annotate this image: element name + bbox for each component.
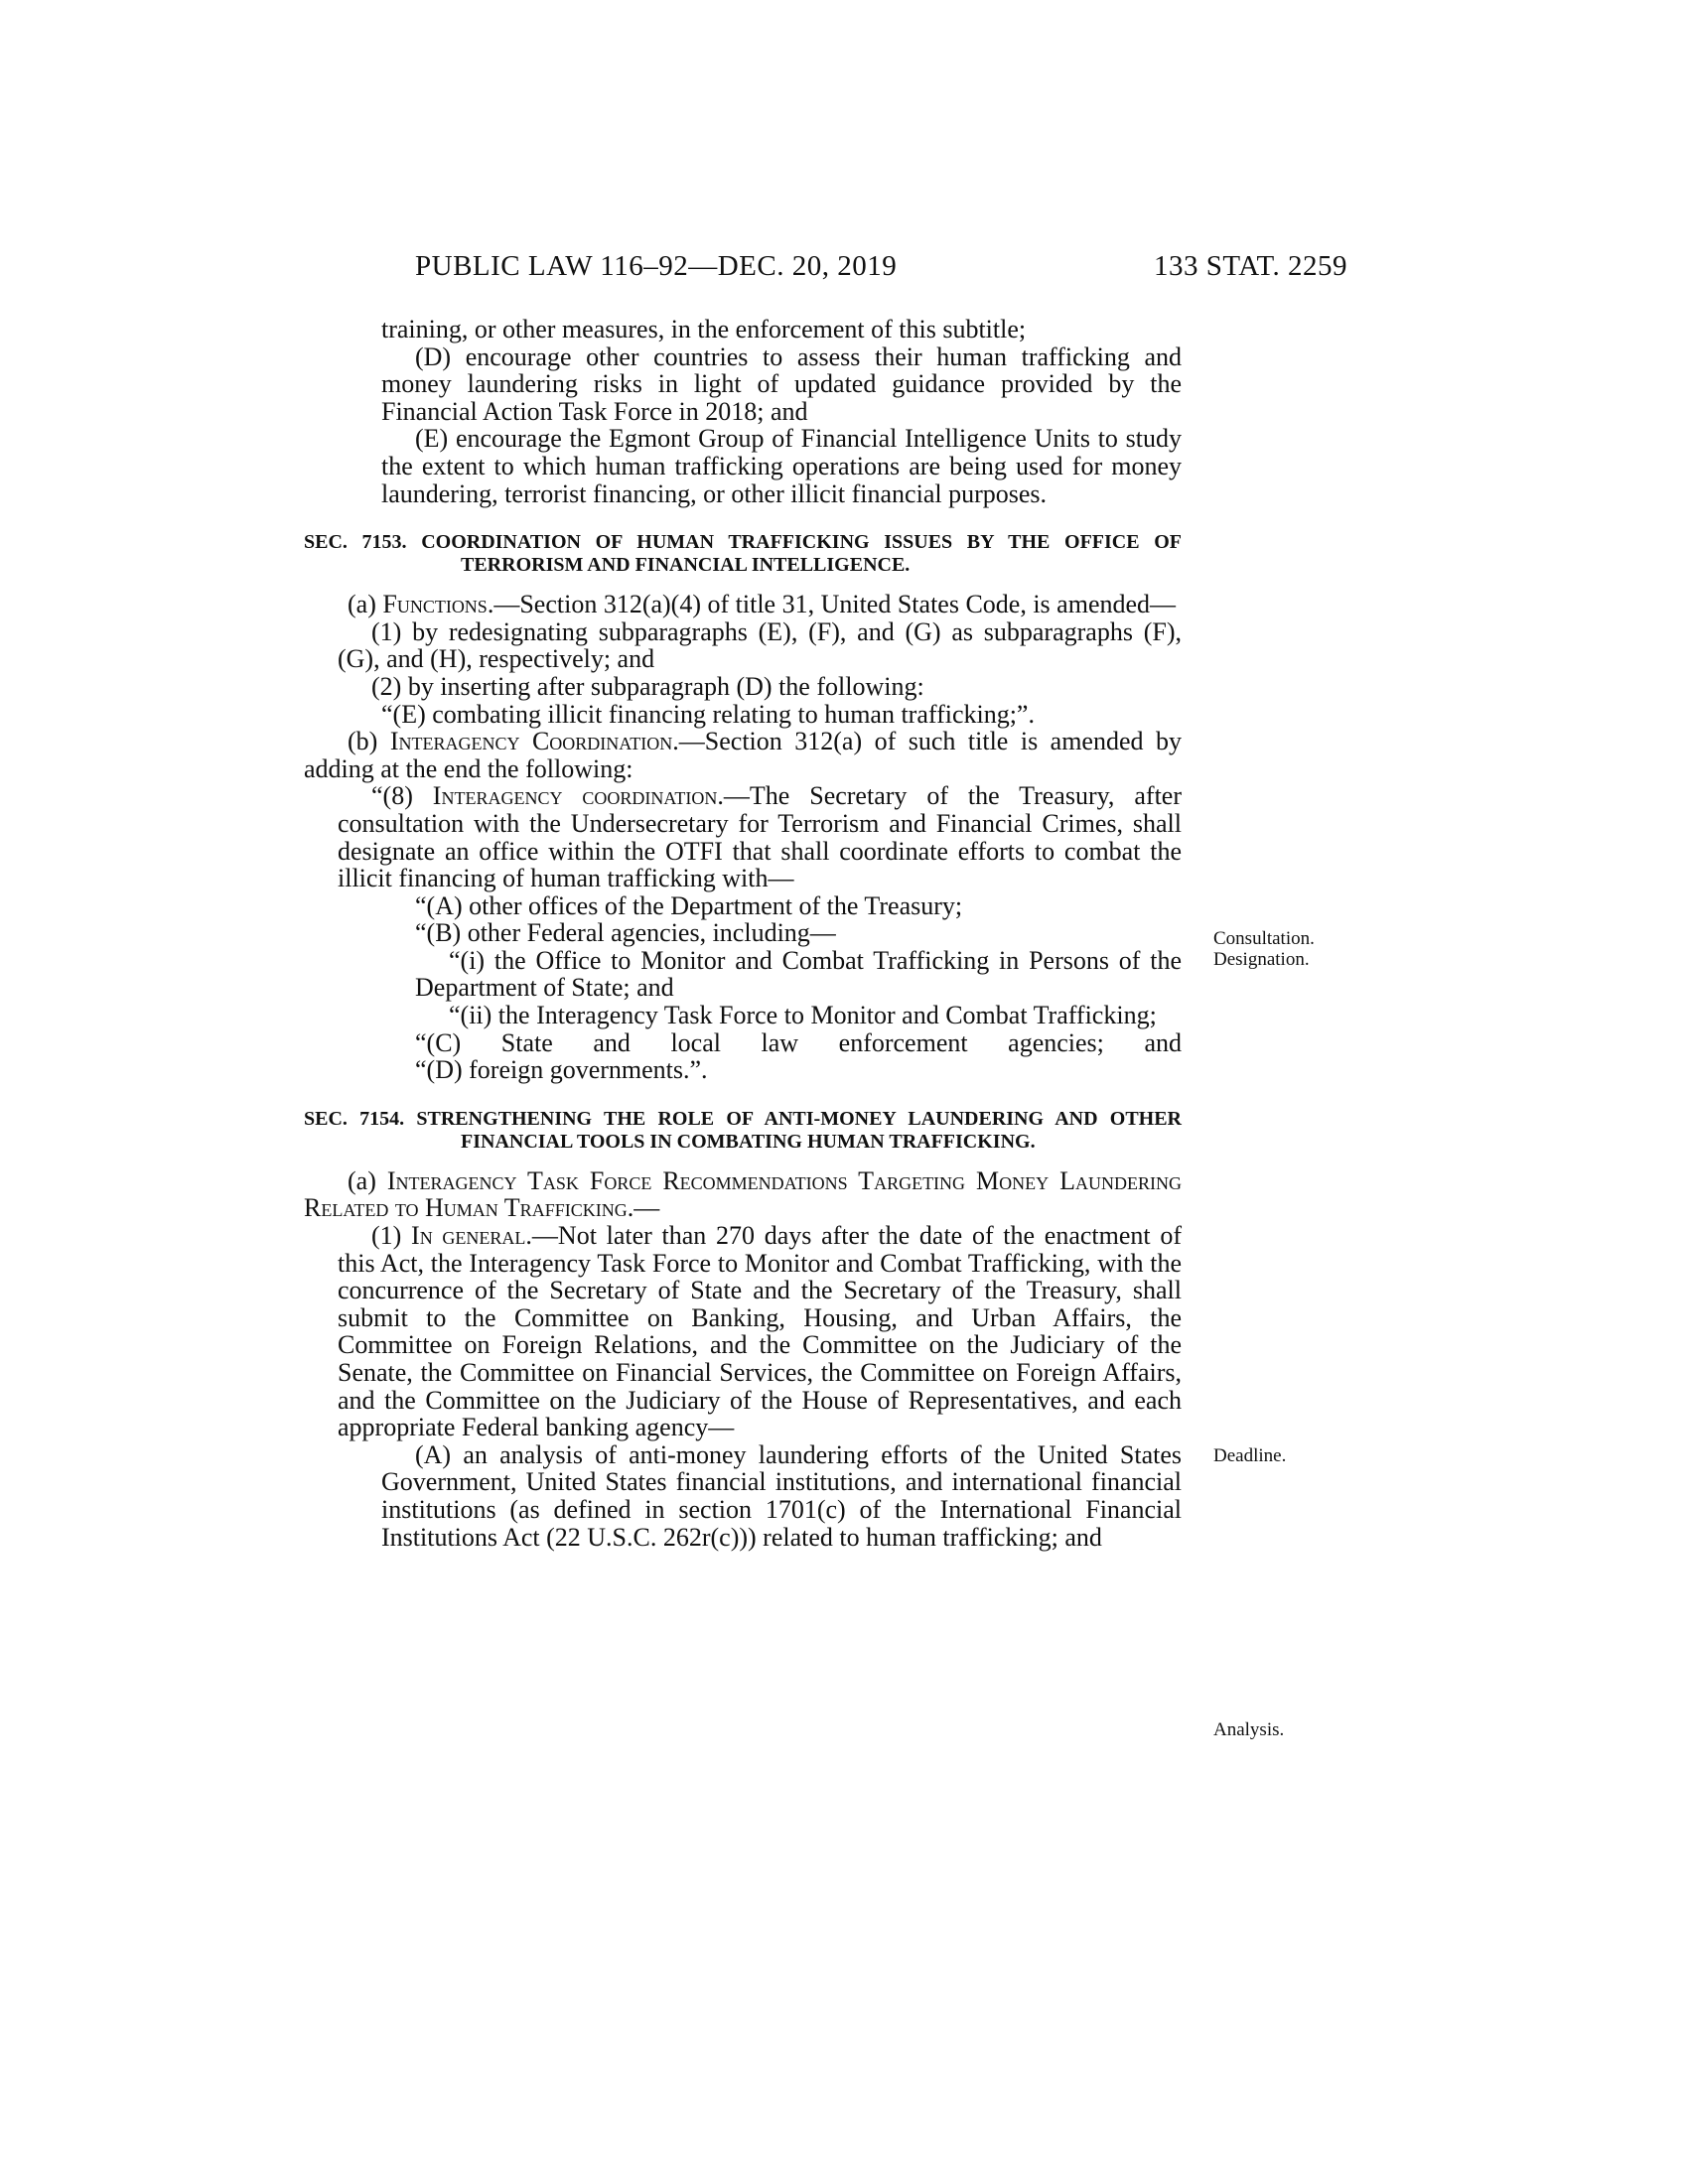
paragraph-a-2: (2) by inserting after subparagraph (D) the following:	[371, 671, 924, 701]
subsection-7154-a	[304, 1167, 1182, 1222]
paragraph-E: (E) encourage the Egmont Group of Financial Intelligence Units to study the extent to which human trafficking operations are being used for money laundering, terrorist financing, or other illicit financial purposes.	[381, 424, 1182, 508]
paragraph-7154-a-1-caption: In general	[411, 1221, 526, 1251]
margin-note-designation: Designation.	[1213, 949, 1310, 970]
paragraph-C-continued: training, or other measures, in the enforcement of this subtitle;	[381, 315, 1027, 343]
subsection-7154-a-caption: Interagency Task Force Recommendations Targeting Money Laundering Related to Human Trafficking	[304, 1165, 1183, 1223]
subsection-7154-a-text: .—	[627, 1193, 660, 1223]
subsection-7154-a-lead: (a)	[348, 1165, 387, 1195]
running-header-title: PUBLIC LAW 116–92—DEC. 20, 2019	[415, 250, 898, 282]
clause-7154-a-1-A: (A) an analysis of anti-money laundering efforts of the United States Government, United States financial institutions, and international financial institutions (as defined in section 1701(c) of the International Financial Institutions Act (22 U.S.C. 262r(c))) related to human trafficking; and	[381, 1439, 1182, 1552]
margin-note-deadline: Deadline.	[1213, 1445, 1287, 1466]
margin-note-consultation: Consultation.	[1213, 928, 1315, 949]
paragraph-b-8-caption: Interagency coordination	[432, 781, 718, 811]
subsection-b-text: .—Section 312(a) of such title is amended by adding at the end the following:	[304, 727, 1183, 783]
margin-note-analysis: Analysis.	[1213, 1719, 1285, 1740]
running-header-page-number: 133 STAT. 2259	[1154, 250, 1348, 282]
clause-b-8-B: “(B) other Federal agencies, including—	[415, 918, 836, 948]
paragraph-7154-a-1-lead: (1)	[371, 1221, 412, 1251]
section-heading-7154: SEC. 7154. STRENGTHENING THE ROLE OF ANTI-MONEY LAUNDERING AND OTHER FINANCIAL TOOLS IN COMBATING HUMAN TRAFFICKING.	[304, 1107, 1182, 1153]
subsection-b-caption: Interagency Coordination	[389, 727, 673, 756]
clause-b-8-C: “(C) State and local law enforcement agencies; and	[415, 1027, 1182, 1057]
subsection-a-functions	[304, 591, 1182, 618]
clause-b-8-A: “(A) other offices of the Department of the Treasury;	[415, 890, 963, 920]
paragraph-7154-a-1	[304, 1222, 1182, 1441]
document-body	[304, 316, 1182, 1551]
paragraph-b-8-text: .—The Secretary of the Treasury, after consultation with the Undersecretary for Terrorism and Financial Crimes, shall designate an office within the OTFI that shall coordinate efforts to combat the illicit financing of human trafficking with—	[338, 781, 1182, 893]
subsection-a-caption: Functions	[382, 590, 488, 619]
subsection-b-lead: (b)	[348, 727, 390, 756]
paragraph-7154-a-1-text: .—Not later than 270 days after the date of the enactment of this Act, the Interagency Task Force to Monitor and Combat Trafficking, with the concurrence of the Secretary of State and the Secretary of the Treasury, shall submit to the Committee on Banking, Housing, and Urban Affairs, the Committee on Foreign Relations, and the Committee on the Judiciary of the Senate, the Committee on Financial Services, the Committee on Foreign Affairs, and the Committee on the Judiciary of the House of Representatives, and each appropriate Federal banking agency—	[338, 1221, 1182, 1442]
paragraph-a-2-E: “(E) combating illicit financing relating to human trafficking;”.	[381, 699, 1035, 729]
paragraph-b-8	[304, 782, 1182, 891]
subsection-b-interagency-coordination	[304, 728, 1182, 782]
clause-b-8-B-i: “(i) the Office to Monitor and Combat Trafficking in Persons of the Department of State; and	[415, 945, 1182, 1003]
clause-b-8-B-ii: “(ii) the Interagency Task Force to Monitor and Combat Trafficking;	[449, 1001, 1157, 1030]
subsection-a-lead: (a)	[348, 590, 383, 619]
section-heading-7153: SEC. 7153. COORDINATION OF HUMAN TRAFFICKING ISSUES BY THE OFFICE OF TERRORISM AND FINANCIAL INTELLIGENCE.	[304, 531, 1182, 577]
clause-b-8-D: “(D) foreign governments.”.	[415, 1055, 708, 1085]
paragraph-D: (D) encourage other countries to assess their human trafficking and money laundering risks in light of updated guidance provided by the Financial Action Task Force in 2018; and	[381, 341, 1182, 426]
subsection-a-text: .—Section 312(a)(4) of title 31, United States Code, is amended—	[487, 590, 1177, 619]
paragraph-a-1: (1) by redesignating subparagraphs (E), (F), and (G) as subparagraphs (F), (G), and (H), respectively; and	[338, 616, 1182, 674]
paragraph-b-8-lead: “(8)	[371, 781, 433, 811]
